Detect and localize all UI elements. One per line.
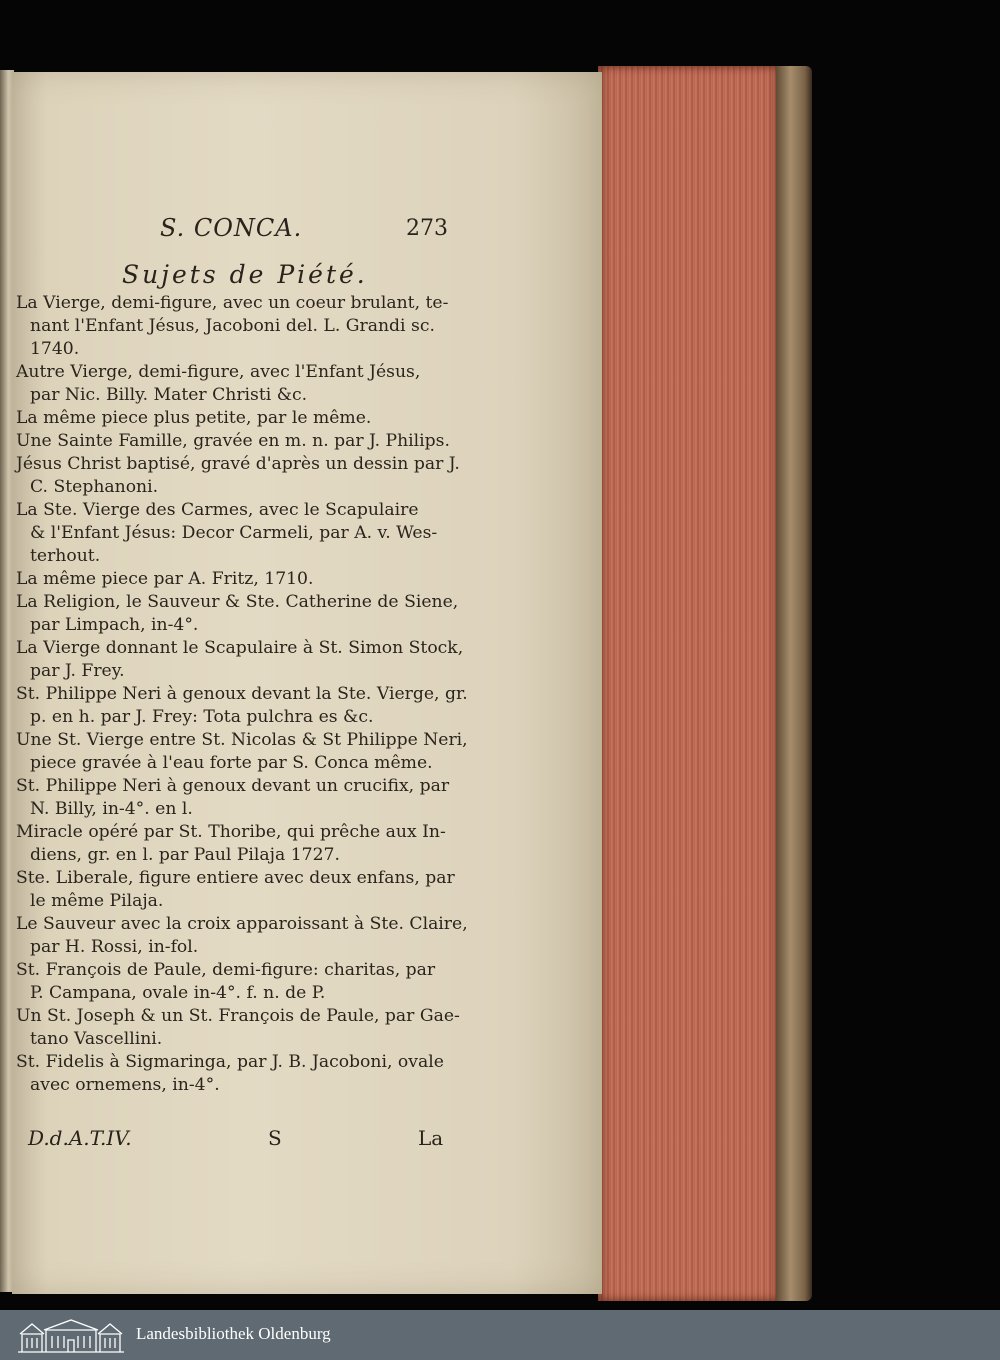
footer-catchword: La <box>418 1126 444 1150</box>
catalog-entry <box>16 867 456 913</box>
entry-line-1: La Vierge, demi-figure, avec un coeur brulant, te- <box>16 293 449 313</box>
catalog-entry <box>16 1051 456 1097</box>
catalog-entry <box>16 499 456 568</box>
entry-line-1: Le Sauveur avec la croix apparoissant à Ste. Claire, <box>16 914 468 934</box>
catalog-entry <box>16 821 456 867</box>
entry-line-1: Miracle opéré par St. Thoribe, qui prêche aux In- <box>16 822 446 842</box>
catalog-entry <box>16 913 468 959</box>
entry-line-3: 1740. <box>30 339 80 359</box>
entry-list <box>16 292 468 1097</box>
catalog-entry <box>16 959 456 1005</box>
entry-line-1: Jésus Christ baptisé, gravé d'après un dessin par J. <box>16 454 460 474</box>
entry-line-2: P. Campana, ovale in-4°. f. n. de P. <box>30 983 326 1003</box>
entry-line-2: tano Vascellini. <box>30 1029 163 1049</box>
catalog-entry <box>16 775 456 821</box>
entry-line-1: St. François de Paule, demi-figure: charitas, par <box>16 960 436 980</box>
brand-name: Landesbibliothek Oldenburg <box>136 1324 331 1343</box>
catalog-entry <box>16 430 456 453</box>
catalog-entry <box>16 453 460 499</box>
entry-line-1: Une Sainte Famille, gravée en m. n. par J. Philips. <box>16 431 450 451</box>
catalog-entry <box>16 407 456 430</box>
page-number: 273 <box>406 216 448 241</box>
entry-line-1: Un St. Joseph & un St. François de Paule, par Gae- <box>16 1006 460 1026</box>
catalog-entry <box>16 292 456 361</box>
entry-line-1: La Vierge donnant le Scapulaire à St. Simon Stock, <box>16 638 464 658</box>
entry-line-2: p. en h. par J. Frey: Tota pulchra es &c. <box>30 707 374 727</box>
library-building-icon <box>16 1318 126 1354</box>
entry-line-1: La Religion, le Sauveur & Ste. Catherine de Siene, <box>16 592 459 612</box>
entry-line-1: La même piece plus petite, par le même. <box>16 408 372 428</box>
entry-line-2: par J. Frey. <box>30 661 125 681</box>
book-page <box>12 72 602 1294</box>
running-head <box>12 212 602 252</box>
page-block-edge <box>598 66 782 1301</box>
entry-line-1: La Ste. Vierge des Carmes, avec le Scapulaire <box>16 500 419 520</box>
entry-line-2: & l'Enfant Jésus: Decor Carmeli, par A. v. Wes- <box>30 523 438 543</box>
entry-line-2: piece gravée à l'eau forte par S. Conca même. <box>30 753 433 773</box>
entry-line-1: Autre Vierge, demi-figure, avec l'Enfant Jésus, <box>16 362 421 382</box>
page-footer <box>12 1126 602 1156</box>
entry-line-2: par H. Rossi, in-fol. <box>30 937 199 957</box>
entry-line-2: avec ornemens, in-4°. <box>30 1075 220 1095</box>
entry-line-2: par Limpach, in-4°. <box>30 615 199 635</box>
entry-line-2: diens, gr. en l. par Paul Pilaja 1727. <box>30 845 340 865</box>
entry-line-3: terhout. <box>30 546 101 566</box>
entry-line-1: La même piece par A. Fritz, 1710. <box>16 569 314 589</box>
entry-line-1: St. Philippe Neri à genoux devant la Ste. Vierge, gr. <box>16 684 468 704</box>
entry-line-2: par Nic. Billy. Mater Christi &c. <box>30 385 308 405</box>
section-title-text: Sujets de Piété. <box>122 260 368 289</box>
entry-line-1: Une St. Vierge entre St. Nicolas & St Philippe Neri, <box>16 730 468 750</box>
running-head-title: S. CONCA. <box>160 214 303 242</box>
entry-line-2: N. Billy, in-4°. en l. <box>30 799 193 819</box>
entry-line-1: St. Philippe Neri à genoux devant un crucifix, par <box>16 776 450 796</box>
book-cover-edge <box>776 66 812 1301</box>
brand-bar <box>0 1310 1000 1360</box>
entry-line-1: Ste. Liberale, figure entiere avec deux enfans, par <box>16 868 455 888</box>
entry-line-1: St. Fidelis à Sigmaringa, par J. B. Jacoboni, ovale <box>16 1052 444 1072</box>
footer-signature: D.d.A.T.IV. <box>28 1126 132 1150</box>
catalog-entry <box>16 637 464 683</box>
catalog-entry <box>16 683 468 729</box>
catalog-entry <box>16 729 468 775</box>
catalog-entry <box>16 361 456 407</box>
footer-sheet-mark: S <box>268 1126 282 1150</box>
entry-line-2: le même Pilaja. <box>30 891 164 911</box>
catalog-entry <box>16 1005 460 1051</box>
entry-line-2: nant l'Enfant Jésus, Jacoboni del. L. Grandi sc. <box>30 316 435 336</box>
entry-line-2: C. Stephanoni. <box>30 477 159 497</box>
catalog-entry <box>16 591 459 637</box>
catalog-entry <box>16 568 456 591</box>
